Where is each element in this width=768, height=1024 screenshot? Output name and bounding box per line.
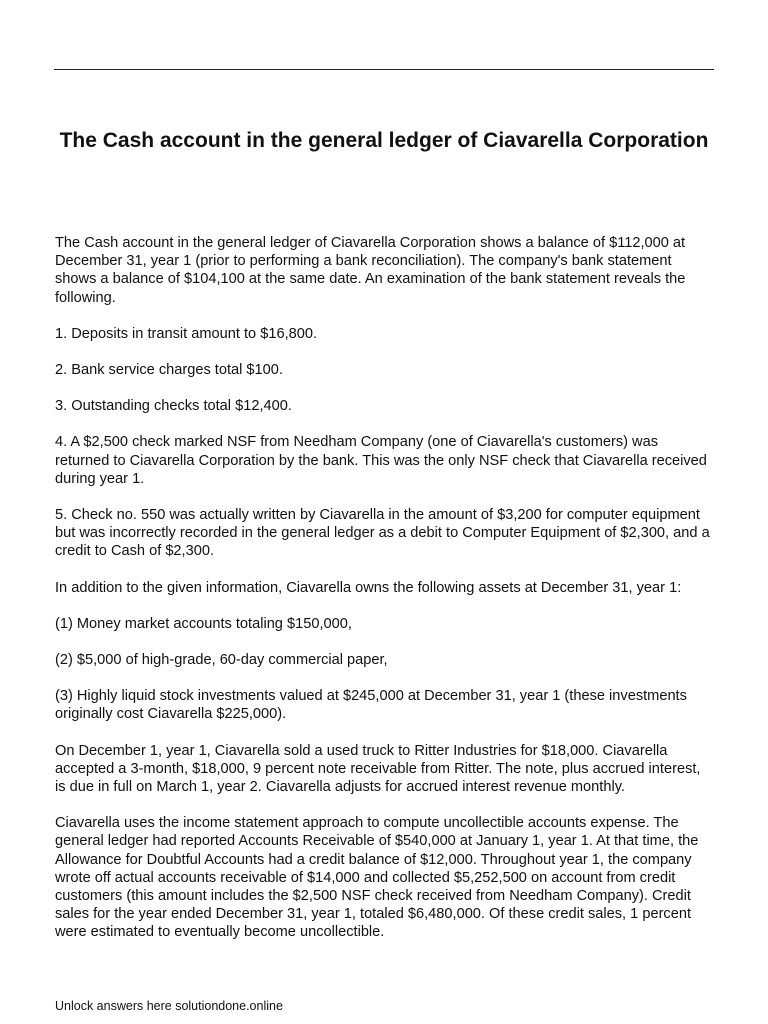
asset-commercial-paper: (2) $5,000 of high-grade, 60-day commercial paper,: [55, 652, 388, 669]
asset-stock-investments: (3) Highly liquid stock investments valued at $245,000 at December 31, year 1 (these investments originally cost Ciavarella $225,000).: [55, 688, 687, 723]
intro-paragraph: The Cash account in the general ledger of Ciavarella Corporation shows a balance of $112,000 at December 31, year 1 (prior to performing a bank reconciliation). The company's bank statement shows a balance of $104,100 at the same date. An examination of the bank statement reveals the following.: [55, 235, 686, 306]
footer-link-text[interactable]: Unlock answers here solutiondone.online: [55, 999, 283, 1013]
item-check-550: 5. Check no. 550 was actually written by Ciavarella in the amount of $3,200 for computer equipment but was incorrectly recorded in the general ledger as a debit to Computer Equipment of $2,300, and a credit to Cash of $2,300.: [55, 507, 710, 560]
uncollectible-accounts-paragraph: Ciavarella uses the income statement approach to compute uncollectible accounts expense. The general ledger had reported Accounts Receivable of $540,000 at January 1, year 1. At that time, the Allowance for Doubtful Accounts had a credit balance of $12,000. Throughout year 1, the company wrote off actual accounts receivable of $14,000 and collected $5,252,500 on account from credit customers (this amount includes the $2,500 NSF check received from Needham Company). Credit sales for the year ended December 31, year 1, totaled $6,480,000. Of these credit sales, 1 percent were estimated to eventually become uncollectible.: [55, 815, 699, 941]
page-title: The Cash account in the general ledger of Ciavarella Corporation: [59, 129, 709, 152]
note-receivable-paragraph: On December 1, year 1, Ciavarella sold a used truck to Ritter Industries for $18,000. Ciavarella accepted a 3-month, $18,000, 9 percent note receivable from Ritter. The note, plus accrued interest, is due in full on March 1, year 2. Ciavarella adjusts for accrued interest revenue monthly.: [55, 742, 701, 796]
header-divider: [54, 69, 714, 70]
assets-intro-paragraph: In addition to the given information, Ciavarella owns the following assets at December 31, year 1:: [55, 579, 682, 596]
document-body: [55, 234, 715, 960]
item-bank-service-charges: 2. Bank service charges total $100.: [55, 362, 283, 379]
item-deposits-in-transit: 1. Deposits in transit amount to $16,800.: [55, 325, 318, 342]
asset-money-market: (1) Money market accounts totaling $150,000,: [55, 615, 352, 632]
item-outstanding-checks: 3. Outstanding checks total $12,400.: [55, 398, 292, 415]
item-nsf-check: 4. A $2,500 check marked NSF from Needham Company (one of Ciavarella's customers) was returned to Ciavarella Corporation by the bank. This was the only NSF check that Ciavarella received during year 1.: [55, 434, 707, 487]
